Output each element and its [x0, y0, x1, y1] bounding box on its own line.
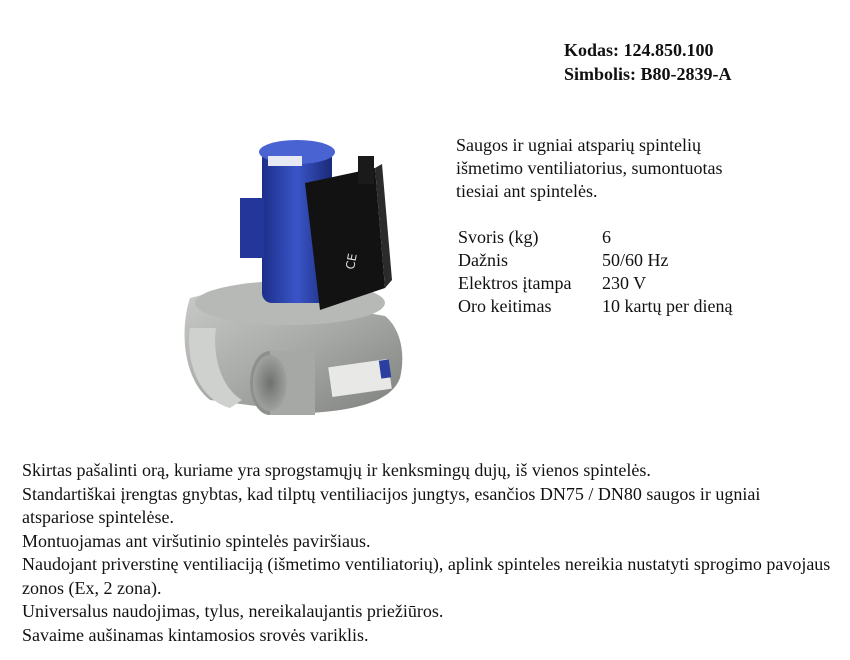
product-symbol: Simbolis: B80-2839-A — [564, 64, 732, 84]
spec-name: Elektros įtampa — [458, 273, 572, 293]
spec-name: Svoris (kg) — [458, 227, 539, 247]
description-line: Saugos ir ugniai atsparių spintelių — [456, 135, 701, 155]
spec-row — [456, 295, 734, 318]
product-header — [564, 38, 732, 86]
feature-item: Skirtas pašalinti orą, kuriame yra sprogstamųjų ir kenksmingų dujų, iš vienos spintelės. — [22, 460, 651, 480]
description-line: išmetimo ventiliatorius, sumontuotas — [456, 158, 723, 178]
spec-name: Dažnis — [458, 250, 508, 270]
svg-text:CE: CE — [343, 252, 360, 271]
spec-value: 230 V — [602, 273, 647, 293]
spec-row — [456, 249, 734, 272]
product-code: Kodas: 124.850.100 — [564, 40, 714, 60]
specs-table — [456, 226, 734, 318]
feature-item: Universalus naudojimas, tylus, nereikalaujantis priežiūros. — [22, 601, 444, 621]
product-description — [456, 134, 806, 203]
feature-item: Montuojamas ant viršutinio spintelės paviršiaus. — [22, 530, 371, 551]
feature-item: Naudojant priverstinę ventiliaciją (išmetimo ventiliatorių), aplink spinteles nereikia nustatyti sprogimo pavojaus zonos (Ex, 2 zona). — [22, 554, 831, 598]
feature-item: Standartiškai įrengtas gnybtas, kad tilptų ventiliacijos jungtys, esančios DN75 / DN80 saugos ir ugniai atspariose spintelėse. — [22, 483, 761, 527]
spec-value: 10 kartų per dieną — [602, 296, 733, 316]
description-line: tiesiai ant spintelės. — [456, 181, 598, 201]
spec-row — [456, 226, 734, 249]
spec-value: 6 — [602, 227, 611, 247]
feature-item: Savaime aušinamas kintamosios srovės variklis. — [22, 624, 369, 645]
spec-value: 50/60 Hz — [602, 250, 669, 270]
feature-list — [22, 459, 832, 647]
spec-row — [456, 272, 734, 295]
spec-name: Oro keitimas — [458, 296, 552, 316]
exhaust-fan-product-image — [170, 138, 420, 430]
